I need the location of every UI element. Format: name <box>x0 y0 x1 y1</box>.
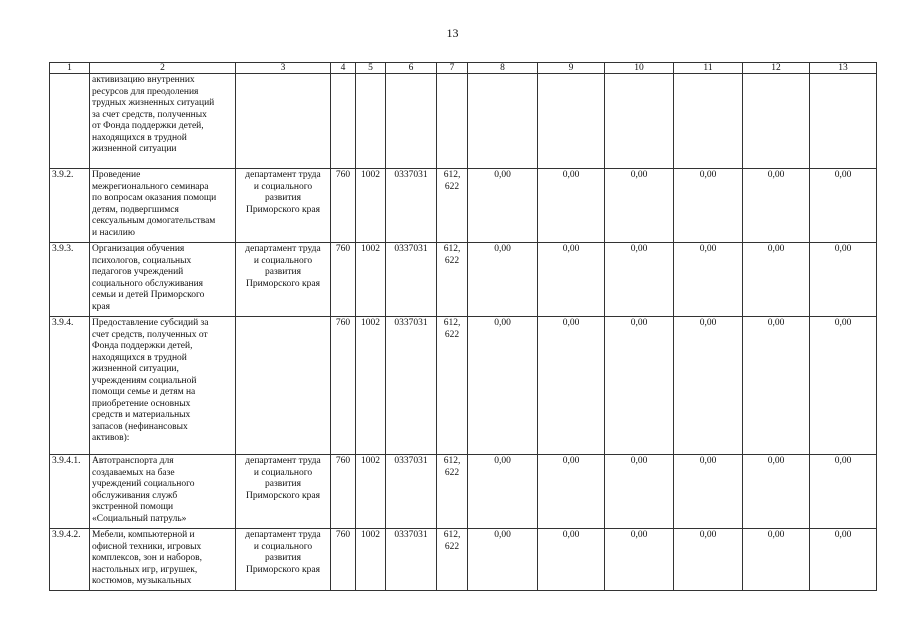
row-value-8 <box>468 74 538 169</box>
column-header: 2 <box>90 63 236 74</box>
row-value-9: 0,00 <box>538 455 605 529</box>
column-header: 4 <box>331 63 356 74</box>
row-executor: департамент труда и социального развития Приморского края <box>236 455 331 529</box>
row-grbs <box>331 74 356 169</box>
table-row <box>50 317 877 455</box>
table-row <box>50 455 877 529</box>
row-vr: 612, 622 <box>437 243 468 317</box>
row-rz: 1002 <box>356 455 386 529</box>
row-code: 3.9.4. <box>50 317 90 455</box>
row-csr: 0337031 <box>386 529 437 591</box>
table-header-row <box>50 63 877 74</box>
table-row <box>50 169 877 243</box>
row-value-13 <box>810 74 877 169</box>
row-value-10: 0,00 <box>605 317 674 455</box>
row-value-10 <box>605 74 674 169</box>
row-value-9: 0,00 <box>538 169 605 243</box>
row-value-13: 0,00 <box>810 317 877 455</box>
row-executor: департамент труда и социального развития Приморского края <box>236 169 331 243</box>
row-value-11: 0,00 <box>674 529 743 591</box>
row-value-11: 0,00 <box>674 169 743 243</box>
row-value-9: 0,00 <box>538 243 605 317</box>
row-vr: 612, 622 <box>437 169 468 243</box>
row-value-11: 0,00 <box>674 243 743 317</box>
row-value-13: 0,00 <box>810 243 877 317</box>
row-value-13: 0,00 <box>810 169 877 243</box>
row-value-8: 0,00 <box>468 169 538 243</box>
row-value-9: 0,00 <box>538 529 605 591</box>
page-number: 13 <box>446 26 459 40</box>
row-code <box>50 74 90 169</box>
row-rz: 1002 <box>356 317 386 455</box>
row-value-10: 0,00 <box>605 169 674 243</box>
row-vr: 612, 622 <box>437 529 468 591</box>
column-header: 10 <box>605 63 674 74</box>
row-code: 3.9.2. <box>50 169 90 243</box>
row-rz: 1002 <box>356 169 386 243</box>
row-name: активизацию внутренних ресурсов для преодоления трудных жизненных ситуаций за счет средств, полученных от Фонда поддержки детей, находящихся в трудной жизненной ситуации <box>90 74 236 169</box>
row-value-9: 0,00 <box>538 317 605 455</box>
row-value-12: 0,00 <box>743 243 810 317</box>
row-value-10: 0,00 <box>605 455 674 529</box>
row-value-10: 0,00 <box>605 529 674 591</box>
row-value-12: 0,00 <box>743 529 810 591</box>
row-value-12 <box>743 74 810 169</box>
row-name: Проведение межрегионального семинара по вопросам оказания помощи детям, подвергшимся сексуальным домогательствам и насилию <box>90 169 236 243</box>
column-header: 3 <box>236 63 331 74</box>
row-code: 3.9.4.1. <box>50 455 90 529</box>
row-csr: 0337031 <box>386 169 437 243</box>
column-header: 11 <box>674 63 743 74</box>
row-value-12: 0,00 <box>743 317 810 455</box>
row-name: Организация обучения психологов, социальных педагогов учреждений социального обслуживания семьи и детей Приморского края <box>90 243 236 317</box>
row-grbs: 760 <box>331 529 356 591</box>
row-code: 3.9.3. <box>50 243 90 317</box>
row-name: Автотранспорта для создаваемых на базе учреждений социального обслуживания служб экстренной помощи «Социальный патруль» <box>90 455 236 529</box>
row-grbs: 760 <box>331 455 356 529</box>
row-rz: 1002 <box>356 243 386 317</box>
row-grbs: 760 <box>331 169 356 243</box>
table-row <box>50 74 877 169</box>
row-value-11: 0,00 <box>674 317 743 455</box>
row-name: Предоставление субсидий за счет средств, полученных от Фонда поддержки детей, находящихся в трудной жизненной ситуации, учреждениям социальной помощи семье и детям на приобретение основных средств и материальных запасов (нефинансовых активов): <box>90 317 236 455</box>
row-value-13: 0,00 <box>810 455 877 529</box>
row-vr: 612, 622 <box>437 455 468 529</box>
column-header: 1 <box>50 63 90 74</box>
row-value-8: 0,00 <box>468 243 538 317</box>
column-header: 12 <box>743 63 810 74</box>
budget-table <box>49 62 877 591</box>
row-csr: 0337031 <box>386 243 437 317</box>
row-value-12: 0,00 <box>743 455 810 529</box>
column-header: 13 <box>810 63 877 74</box>
row-value-8: 0,00 <box>468 529 538 591</box>
row-value-13: 0,00 <box>810 529 877 591</box>
row-value-8: 0,00 <box>468 455 538 529</box>
row-executor <box>236 317 331 455</box>
row-name: Мебели, компьютерной и офисной техники, игровых комплексов, зон и наборов, настольных игр, игрушек, костюмов, музыкальных <box>90 529 236 591</box>
row-csr: 0337031 <box>386 455 437 529</box>
row-code: 3.9.4.2. <box>50 529 90 591</box>
column-header: 8 <box>468 63 538 74</box>
row-executor: департамент труда и социального развития Приморского края <box>236 529 331 591</box>
column-header: 6 <box>386 63 437 74</box>
row-csr <box>386 74 437 169</box>
row-value-8: 0,00 <box>468 317 538 455</box>
row-rz <box>356 74 386 169</box>
column-header: 7 <box>437 63 468 74</box>
row-value-9 <box>538 74 605 169</box>
row-value-12: 0,00 <box>743 169 810 243</box>
row-executor: департамент труда и социального развития Приморского края <box>236 243 331 317</box>
row-csr: 0337031 <box>386 317 437 455</box>
row-value-10: 0,00 <box>605 243 674 317</box>
column-header: 5 <box>356 63 386 74</box>
row-vr <box>437 74 468 169</box>
row-value-11: 0,00 <box>674 455 743 529</box>
row-grbs: 760 <box>331 243 356 317</box>
row-rz: 1002 <box>356 529 386 591</box>
row-vr: 612, 622 <box>437 317 468 455</box>
row-grbs: 760 <box>331 317 356 455</box>
row-executor <box>236 74 331 169</box>
table-row <box>50 529 877 591</box>
table-row <box>50 243 877 317</box>
row-value-11 <box>674 74 743 169</box>
column-header: 9 <box>538 63 605 74</box>
